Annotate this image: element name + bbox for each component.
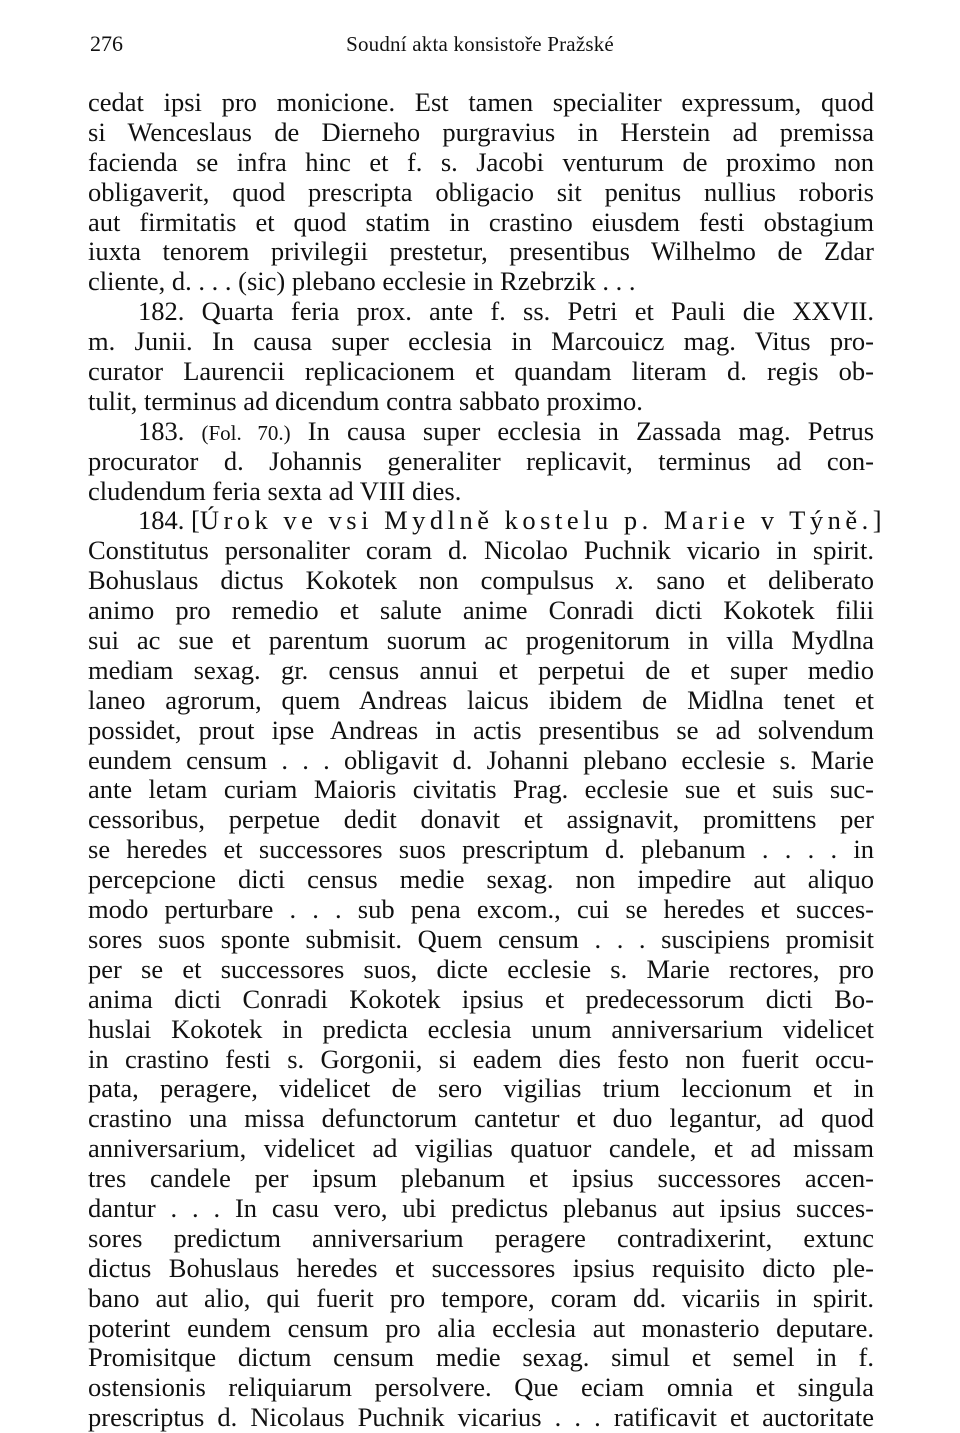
entry-number: 184. (138, 505, 185, 536)
text-line: dictus Bohuslaus heredes et successores ipsius requisito dicto ple- (88, 1252, 874, 1283)
text-line: huslai Kokotek in predicta ecclesia unum anniversarium videlicet (88, 1013, 874, 1044)
text-line: bano aut alio, qui fuerit pro tempore, coram dd. vicariis in spirit. (88, 1282, 874, 1313)
text-line: facienda se infra hinc et f. s. Jacobi venturum de proximo non (88, 146, 874, 177)
text-line: cedat ipsi pro monicione. Est tamen specialiter expressum, quod (88, 87, 874, 117)
text-line: Constitutus personaliter coram d. Nicolao Puchnik vicario in spirit. (88, 535, 874, 566)
text-line: poterint eundem censum pro alia ecclesia aut monasterio deputare. (88, 1312, 874, 1343)
entry-number: 183. (138, 415, 185, 446)
entry-182-first-line: 182. Quarta feria prox. ante f. ss. Petri et Pauli die XXVII. (138, 296, 874, 327)
entry-text: In causa super ecclesia in Zassada mag. Petrus (307, 415, 875, 446)
text-line: possidet, prout ipse Andreas in actis presentibus se ad solvendum (88, 714, 874, 745)
text-line: cessoribus, perpetue dedit donavit et assignavit, promittens per (88, 804, 874, 835)
entry-184-heading-line (88, 505, 882, 536)
text-line: se heredes et successores suos prescriptum d. plebanum . . . . in (88, 834, 874, 865)
text-line: pata, peragere, videlicet de sero vigilias trium leccionum et in (88, 1073, 874, 1104)
text-line: mediam sexag. gr. census annui et perpetui de et super medio (88, 654, 874, 685)
text-line: Promisitque dictum censum medie sexag. simul et semel in f. (88, 1342, 874, 1373)
close-bracket: ] (872, 505, 882, 536)
text-line: m. Junii. In causa super ecclesia in Marcouicz mag. Vitus pro- (88, 326, 874, 357)
text-line: curator Laurencii replicacionem et quandam literam d. regis ob- (88, 356, 874, 387)
body-text (88, 87, 882, 1433)
entry-heading: Úrok ve vsi Mydlně kostelu p. Marie v Týně. (199, 505, 873, 536)
text-line: per se et successores suos, dicte ecclesie s. Marie rectores, pro (88, 953, 874, 984)
running-title: Soudní akta konsistoře Pražské (346, 32, 614, 56)
text-line (88, 566, 874, 596)
text-segment: sano et deliberato (656, 565, 874, 596)
text-line: iuxta tenorem privilegii prestetur, presentibus Wilhelmo de Zdar (88, 236, 874, 267)
text-line: ostensionis reliquiarum persolvere. Que eciam omnia et singula (88, 1372, 874, 1403)
page-number: 276 (90, 31, 123, 56)
text-line: anima dicti Conradi Kokotek ipsius et predecessorum dicti Bo- (88, 983, 874, 1014)
text-line: aut firmitatis et quod statim in crastino eiusdem festi obstagium (88, 206, 874, 237)
text-line: animo pro remedio et salute anime Conradi dicti Kokotek filii (88, 595, 874, 626)
text-line: sores suos sponte submisit. Quem censum . . . suscipiens promisit (88, 923, 874, 954)
folio-reference: (Fol. 70.) (201, 420, 291, 445)
text-line: modo perturbare . . . sub pena excom., cui se heredes et succes- (88, 894, 874, 925)
text-line: sui ac sue et parentum suorum ac progenitorum in villa Mydlna (88, 625, 874, 656)
text-segment: Bohuslaus dictus Kokotek non compulsus (88, 565, 595, 596)
text-line: tulit, terminus ad dicendum contra sabbato proximo. (88, 385, 643, 416)
text-line: tres candele per ipsum plebanum et ipsius successores accen- (88, 1163, 874, 1194)
text-line: ante letam curiam Maioris civitatis Prag. ecclesie sue et suis suc- (88, 774, 874, 805)
text-line: cludendum feria sexta ad VIII dies. (88, 475, 462, 506)
text-line: laneo agrorum, quem Andreas laicus ibidem de Midlna tenet et (88, 684, 874, 715)
text-line: obligaverit, quod prescripta obligacio sit penitus nullius roboris (88, 176, 874, 207)
entry-183-first-line (88, 417, 874, 447)
text-line: crastino una missa defunctorum cantetur et duo legantur, ad quod (88, 1103, 874, 1134)
text-line: sores predictum anniversarium peragere contradixerint, extunc (88, 1222, 874, 1253)
text-line: eundem censum . . . obligavit d. Johanni plebano ecclesie s. Marie (88, 744, 874, 775)
text-line: in crastino festi s. Gorgonii, si eadem dies festo non fuerit occu- (88, 1043, 874, 1074)
text-line: procurator d. Johannis generaliter replicavit, terminus ad con- (88, 445, 874, 476)
text-line: si Wenceslaus de Dierneho purgravius in Herstein ad premissa (88, 116, 874, 147)
text-line: dantur . . . In casu vero, ubi predictus plebanus aut ipsius succes- (88, 1192, 874, 1223)
text-line: cliente, d. . . . (sic) plebano ecclesie in Rzebrzik . . . (88, 266, 636, 297)
text-line: anniversarium, videlicet ad vigilias quatuor candele, et ad missam (88, 1133, 874, 1164)
text-line: percepcione dicti census medie sexag. non impedire aut aliquo (88, 864, 874, 895)
open-bracket: [ (191, 505, 200, 536)
italic-abbreviation: x. (616, 565, 635, 596)
text-line: prescriptus d. Nicolaus Puchnik vicarius . . . ratificavit et auctoritate (88, 1402, 874, 1433)
running-head (0, 30, 960, 58)
